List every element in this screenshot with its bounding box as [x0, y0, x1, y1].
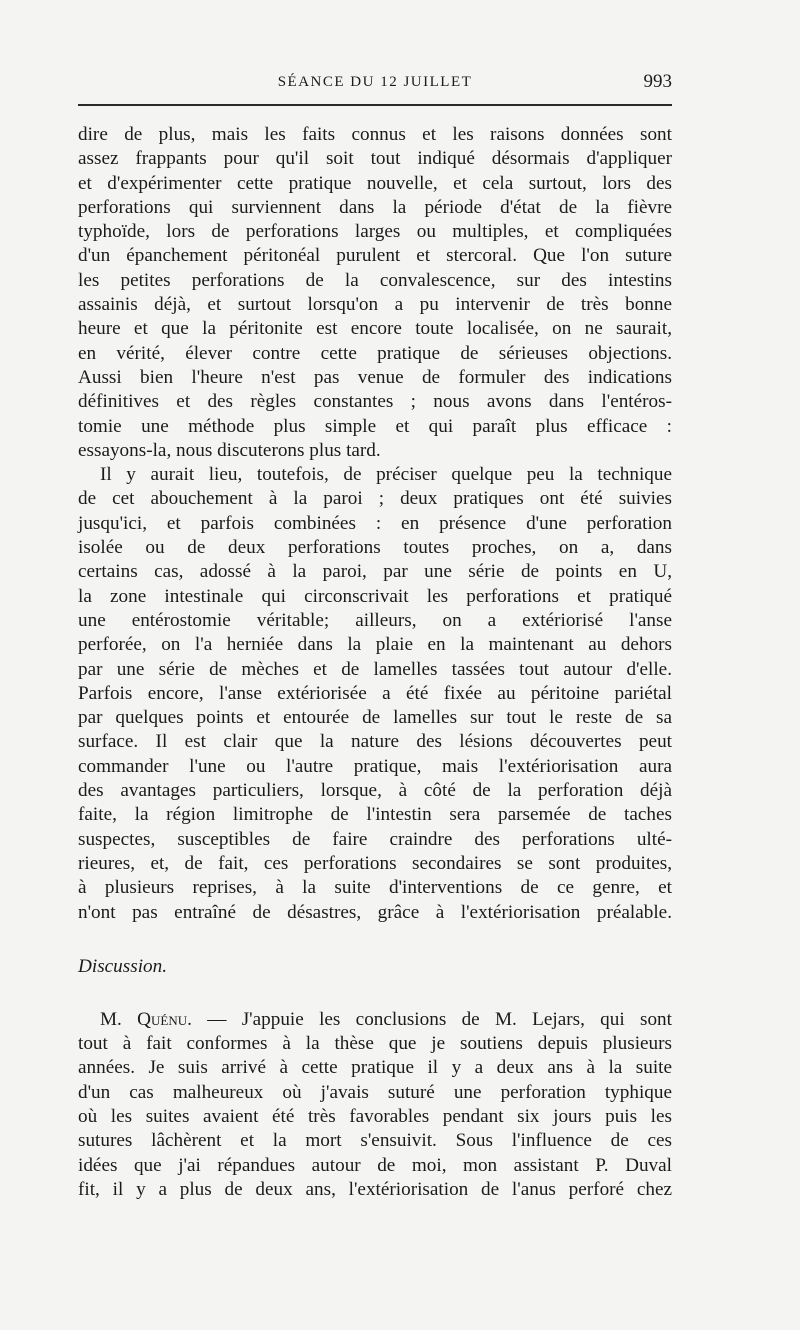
- text-line: par quelques points et entourée de lamelles sur tout le reste de sa: [78, 707, 672, 729]
- text-line: où les suites avaient été très favorables pendant six jours puis les: [78, 1105, 672, 1127]
- text-line: la zone intestinale qui circonscrivait les perforations et pratiqué: [78, 585, 672, 607]
- text-line: jusqu'ici, et parfois combinées : en présence d'une perforation: [78, 512, 672, 534]
- body-text: [78, 123, 672, 1202]
- text-line: années. Je suis arrivé à cette pratique il y a deux ans à la suite: [78, 1057, 672, 1079]
- book-page: [78, 66, 672, 1202]
- page-number: 993: [643, 71, 672, 92]
- text-line: heure et que la péritonite est encore toute localisée, on ne saurait,: [78, 318, 672, 340]
- text-line: n'ont pas entraîné de désastres, grâce à l'extériorisation préalable.: [78, 901, 672, 923]
- text-line: tout à fait conformes à la thèse que je soutiens depuis plusieurs: [78, 1033, 672, 1055]
- text-line: d'un épanchement péritonéal purulent et stercoral. Que l'on suture: [78, 245, 672, 267]
- text-line: isolée ou de deux perforations toutes proches, on a, dans: [78, 537, 672, 559]
- text-line: assez frappants pour qu'il soit tout indiqué désormais d'appliquer: [78, 148, 672, 170]
- paragraph-3: [78, 1008, 672, 1202]
- running-head-title: SÉANCE DU 12 JUILLET: [277, 74, 473, 90]
- text-line: des avantages particuliers, lorsque, à côté de la perforation déjà: [78, 780, 672, 802]
- text-line: perforée, on l'a herniée dans la plaie en la maintenant au dehors: [78, 634, 672, 656]
- text-line: les petites perforations de la convalescence, sur des intestins: [78, 269, 672, 291]
- text-line: tomie une méthode plus simple et qui paraît plus efficace :: [78, 415, 672, 437]
- header-rule: [78, 104, 672, 106]
- text-line: essayons-la, nous discuterons plus tard.: [78, 439, 381, 461]
- text-line: sutures lâchèrent et la mort s'ensuivit. Sous l'influence de ces: [78, 1130, 672, 1152]
- text-line: et d'expérimenter cette pratique nouvelle, et cela surtout, lors des: [78, 172, 672, 194]
- text-line: de cet abouchement à la paroi ; deux pratiques ont été suivies: [78, 488, 672, 510]
- text-line: Aussi bien l'heure n'est pas venue de formuler des indications: [78, 366, 672, 388]
- text-line: certains cas, adossé à la paroi, par une série de points en U,: [78, 561, 672, 583]
- text-line: commander l'une ou l'autre pratique, mais l'extériorisation aura: [78, 755, 672, 777]
- text-line: rieures, et, de fait, ces perforations secondaires se sont produites,: [78, 852, 672, 874]
- text-line: faite, la région limitrophe de l'intestin sera parsemée de taches: [78, 804, 672, 826]
- text-line: typhoïde, lors de perforations larges ou multiples, et compliquées: [78, 221, 672, 243]
- paragraph-1: [78, 123, 672, 463]
- text-line: Parfois encore, l'anse extériorisée a été fixée au péritoine pariétal: [78, 682, 672, 704]
- text-line: à plusieurs reprises, à la suite d'interventions de ce genre, et: [78, 877, 672, 899]
- text-line: dire de plus, mais les faits connus et les raisons données sont: [78, 124, 672, 145]
- discussion-heading: Discussion.: [78, 955, 168, 977]
- text-line: suspectes, susceptibles de faire craindre des perforations ulté-: [78, 828, 672, 850]
- speaker-name: Quénu: [137, 1008, 188, 1030]
- text-line: perforations qui surviennent dans la période d'état de la fièvre: [78, 196, 672, 218]
- speaker-prefix: M.: [100, 1008, 138, 1030]
- text-line: définitives et des règles constantes ; nous avons dans l'entéros-: [78, 391, 672, 413]
- speaker-line-rest: . — J'appuie les conclusions de M. Lejars, qui sont: [187, 1008, 672, 1030]
- text-line: en vérité, élever contre cette pratique de sérieuses objections.: [78, 342, 672, 364]
- text-line: idées que j'ai répandues autour de moi, mon assistant P. Duval: [78, 1154, 672, 1176]
- text-line: [78, 1008, 672, 1032]
- text-line: une entérostomie véritable; ailleurs, on a extériorisé l'anse: [78, 609, 672, 631]
- text-line: assainis déjà, et surtout lorsqu'on a pu intervenir de très bonne: [78, 294, 672, 316]
- paragraph-2: [78, 463, 672, 925]
- text-line: d'un cas malheureux où j'avais suturé une perforation typhique: [78, 1081, 672, 1103]
- text-line: fit, il y a plus de deux ans, l'extériorisation de l'anus perforé chez: [78, 1178, 672, 1200]
- text-line: par une série de mèches et de lamelles tassées tout autour d'elle.: [78, 658, 672, 680]
- running-head: [78, 66, 672, 96]
- text-line: Il y aurait lieu, toutefois, de préciser quelque peu la technique: [100, 464, 672, 486]
- text-line: surface. Il est clair que la nature des lésions découvertes peut: [78, 731, 672, 753]
